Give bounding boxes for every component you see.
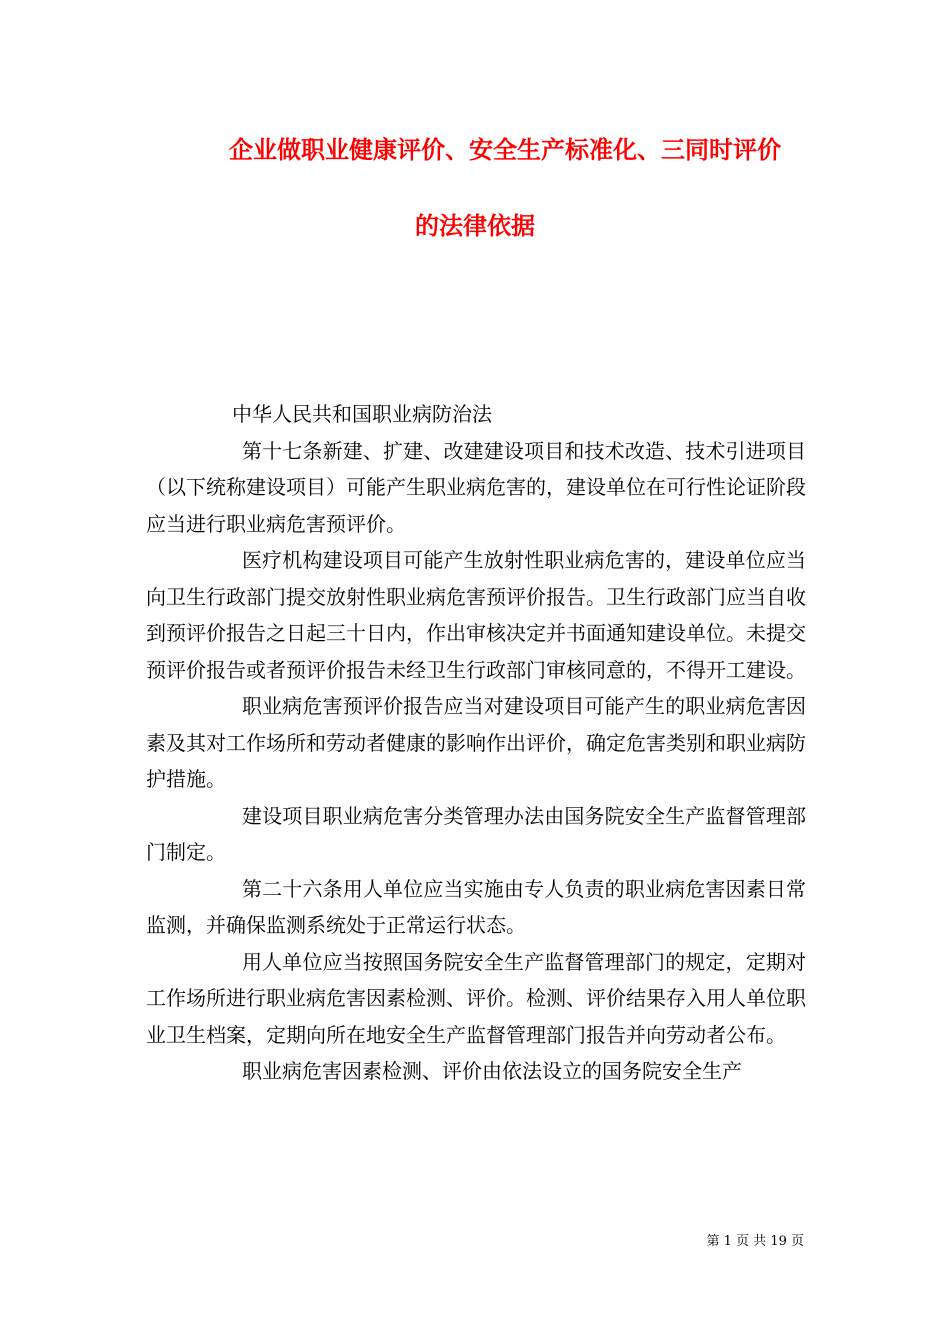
paragraph-pre-evaluation-report: 职业病危害预评价报告应当对建设项目可能产生的职业病危害因素及其对工作场所和劳动者健康的影响作出评价，确定危害类别和职业病防护措施。 <box>146 694 806 791</box>
document-title-line-1: 企业做职业健康评价、安全生产标准化、三同时评价 <box>229 135 781 164</box>
page-number: 第 1 页 共 19 页 <box>706 1234 804 1249</box>
document-title-line-2: 的法律依据 <box>415 211 535 240</box>
paragraph-medical-institutions: 医疗机构建设项目可能产生放射性职业病危害的，建设单位应当向卫生行政部门提交放射性职业病危害预评价报告。卫生行政部门应当自收到预评价报告之日起三十日内，作出审核决定并书面通知建设单位。未提交预评价报告或者预评价报告未经卫生行政部门审核同意的，不得开工建设。 <box>146 548 806 682</box>
document-body <box>146 396 806 1090</box>
paragraph-article-17: 第十七条新建、扩建、改建建设项目和技术改造、技术引进项目（以下统称建设项目）可能产生职业病危害的，建设单位在可行性论证阶段应当进行职业病危害预评价。 <box>146 438 806 536</box>
paragraph-article-26: 第二十六条用人单位应当实施由专人负责的职业病危害因素日常监测，并确保监测系统处于正常运行状态。 <box>146 876 806 937</box>
law-name: 中华人民共和国职业病防治法 <box>232 402 492 426</box>
paragraph-periodic-testing: 用人单位应当按照国务院安全生产监督管理部门的规定，定期对工作场所进行职业病危害因素检测、评价。检测、评价结果存入用人单位职业卫生档案，定期向所在地安全生产监督管理部门报告并向劳动者公布。 <box>146 949 806 1047</box>
paragraph-testing-agency: 职业病危害因素检测、评价由依法设立的国务院安全生产 <box>242 1059 742 1083</box>
paragraph-classification-measures: 建设项目职业病危害分类管理办法由国务院安全生产监督管理部门制定。 <box>146 803 806 864</box>
